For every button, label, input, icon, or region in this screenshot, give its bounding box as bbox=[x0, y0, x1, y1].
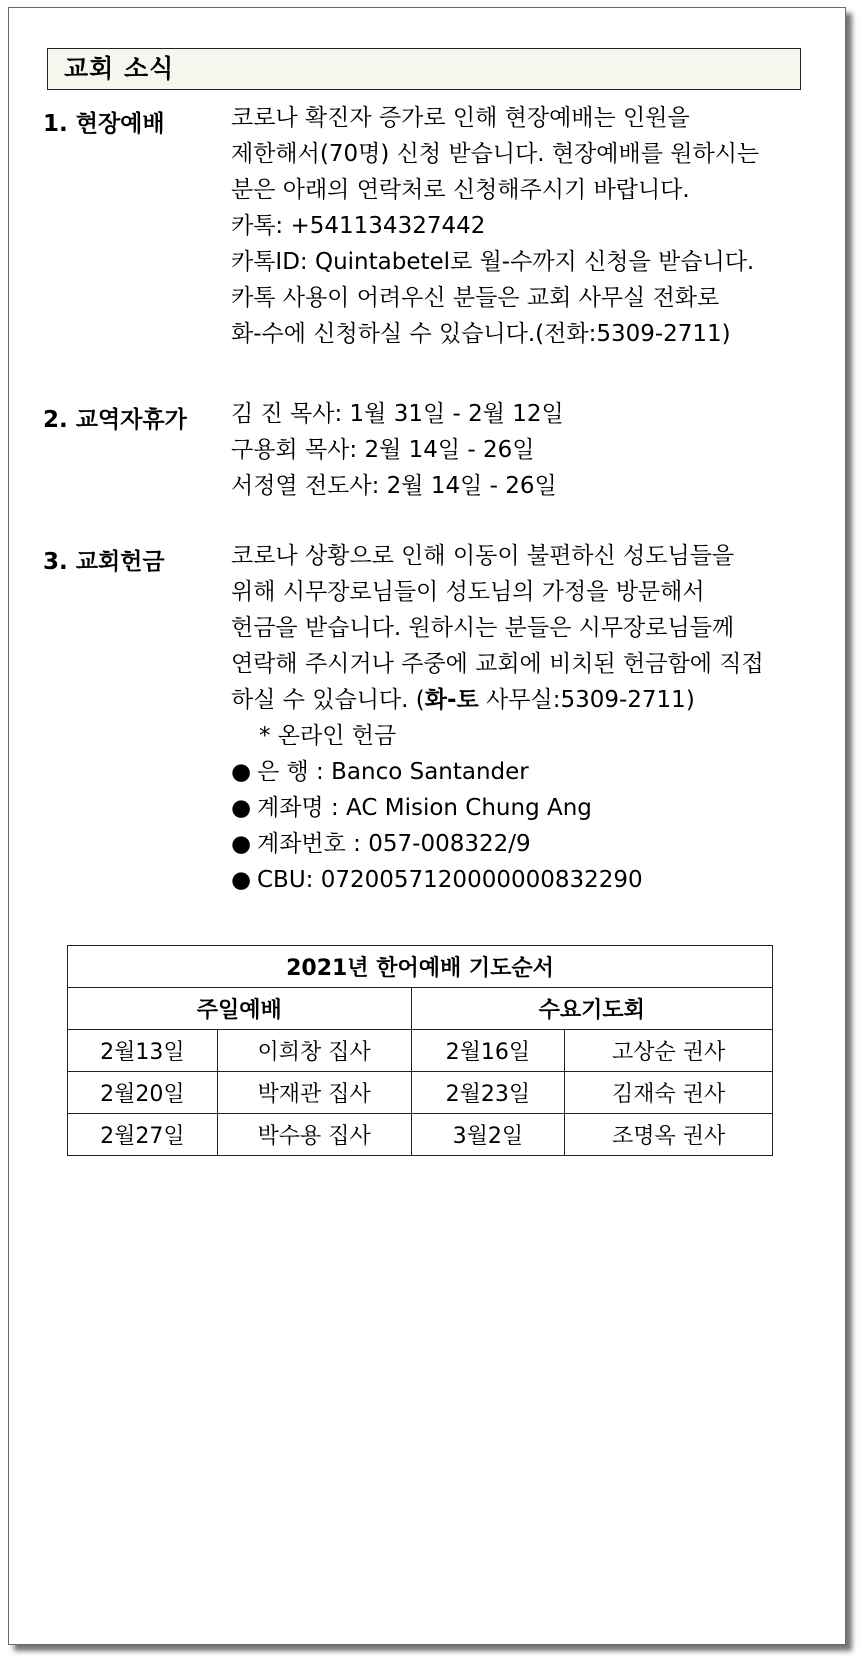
sunday-leader: 박수용 집사 bbox=[217, 1114, 411, 1156]
office-hours-post: 사무실:5309-2711) bbox=[478, 687, 695, 713]
item-heading: 2. 교역자휴가 bbox=[43, 407, 187, 433]
sunday-leader: 박재관 집사 bbox=[217, 1072, 411, 1114]
column-header-sunday: 주일예배 bbox=[68, 988, 412, 1030]
online-offering-note: * 온라인 헌금 bbox=[259, 723, 397, 749]
office-hours-pre: 하실 수 있습니다. ( bbox=[231, 687, 425, 713]
section-title: 교회 소식 bbox=[47, 48, 801, 90]
prayer-schedule-table bbox=[67, 945, 773, 1156]
body-line: 구용회 목사: 2월 14일 - 26일 bbox=[231, 437, 535, 463]
body-line: 서정열 전도사: 2월 14일 - 26일 bbox=[231, 473, 557, 499]
body-line: 카톡ID: Quintabetel로 월-수까지 신청을 받습니다. bbox=[231, 249, 755, 275]
body-line: 카톡 사용이 어려우신 분들은 교회 사무실 전화로 bbox=[231, 285, 720, 311]
body-line: 헌금을 받습니다. 원하시는 분들은 시무장로님들께 bbox=[231, 615, 735, 641]
wednesday-leader: 조명옥 권사 bbox=[565, 1114, 773, 1156]
wednesday-date: 3월2일 bbox=[411, 1114, 565, 1156]
sunday-leader: 이희창 집사 bbox=[217, 1030, 411, 1072]
body-line-office-hours bbox=[231, 682, 801, 718]
item-heading: 3. 교회헌금 bbox=[43, 549, 165, 575]
body-line: 분은 아래의 연락처로 신청해주시기 바랍니다. bbox=[231, 177, 690, 203]
column-header-wednesday: 수요기도회 bbox=[411, 988, 773, 1030]
bank-info-item bbox=[231, 790, 801, 826]
table-row bbox=[68, 1114, 773, 1156]
table-title: 2021년 한어예배 기도순서 bbox=[68, 946, 773, 988]
cbu-number: CBU: 0720057120000000832290 bbox=[257, 867, 643, 893]
item-body bbox=[231, 100, 801, 352]
item-body bbox=[231, 538, 801, 898]
bank-info-item bbox=[231, 754, 801, 790]
bank-info-item bbox=[231, 826, 801, 862]
bullet-icon: ● bbox=[231, 831, 252, 857]
body-line: 위해 시무장로님들이 성도님의 가정을 방문해서 bbox=[231, 579, 705, 605]
account-number: 계좌번호 : 057-008322/9 bbox=[257, 831, 531, 857]
sunday-date: 2월20일 bbox=[68, 1072, 218, 1114]
body-line: 코로나 확진자 증가로 인해 현장예배는 인원을 bbox=[231, 105, 690, 131]
wednesday-date: 2월23일 bbox=[411, 1072, 565, 1114]
wednesday-leader: 김재숙 권사 bbox=[565, 1072, 773, 1114]
account-name: 계좌명 : AC Mision Chung Ang bbox=[257, 795, 592, 821]
table-row bbox=[68, 1030, 773, 1072]
item-body bbox=[231, 396, 801, 504]
bank-info-item bbox=[231, 862, 801, 898]
sunday-date: 2월27일 bbox=[68, 1114, 218, 1156]
bullet-icon: ● bbox=[231, 867, 252, 893]
bank-name: 은 행 : Banco Santander bbox=[257, 759, 529, 785]
bulletin-page bbox=[8, 7, 846, 1645]
body-line: 김 진 목사: 1월 31일 - 2월 12일 bbox=[231, 401, 564, 427]
body-line: 카톡: +541134327442 bbox=[231, 213, 486, 239]
bullet-icon: ● bbox=[231, 795, 252, 821]
wednesday-leader: 고상순 권사 bbox=[565, 1030, 773, 1072]
body-line: 코로나 상황으로 인해 이동이 불편하신 성도님들을 bbox=[231, 543, 735, 569]
body-line: 연락해 주시거나 주중에 교회에 비치된 헌금함에 직접 bbox=[231, 651, 764, 677]
body-line: 화-수에 신청하실 수 있습니다.(전화:5309-2711) bbox=[231, 321, 731, 347]
table-row bbox=[68, 1072, 773, 1114]
item-heading: 1. 현장예배 bbox=[43, 111, 165, 137]
office-days: 화-토 bbox=[424, 687, 479, 713]
body-line: 제한해서(70명) 신청 받습니다. 현장예배를 원하시는 bbox=[231, 141, 760, 167]
bullet-icon: ● bbox=[231, 759, 252, 785]
sunday-date: 2월13일 bbox=[68, 1030, 218, 1072]
wednesday-date: 2월16일 bbox=[411, 1030, 565, 1072]
